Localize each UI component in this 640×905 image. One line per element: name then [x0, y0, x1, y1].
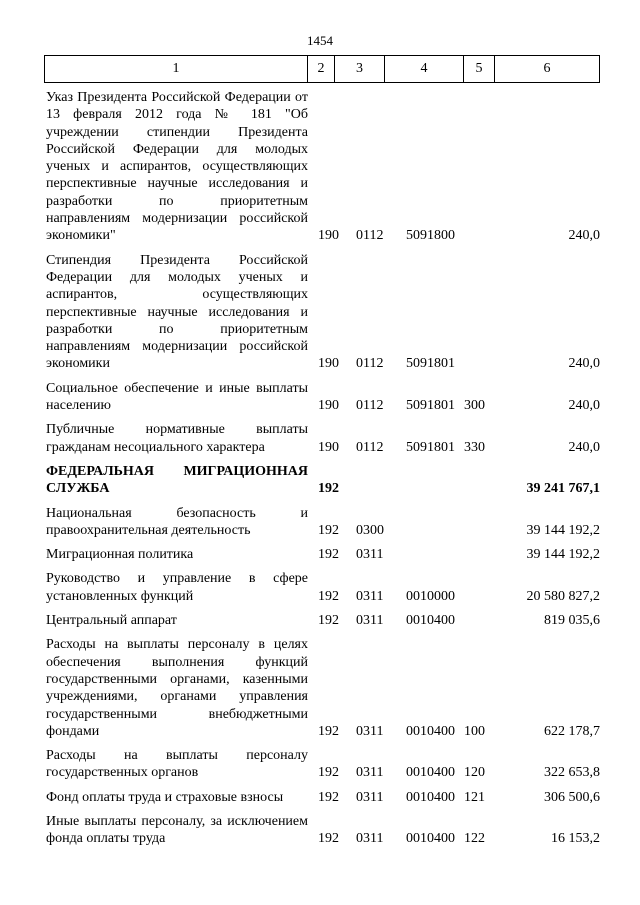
row-target-article: 5091801: [406, 398, 455, 414]
row-name: ФЕДЕРАЛЬНАЯ МИГРАЦИОННАЯ СЛУЖБА: [46, 463, 308, 497]
row-amount: 39 241 767,1: [526, 481, 600, 497]
table-row: [46, 505, 606, 540]
page-number: 1454: [307, 33, 333, 48]
row-ved-code: 192: [318, 831, 339, 847]
row-amount: 322 653,8: [544, 765, 600, 781]
row-amount: 622 178,7: [544, 723, 600, 739]
row-target-article: 0010400: [406, 613, 455, 629]
row-name: Социальное обеспечение и иные выплаты населению: [46, 380, 308, 414]
column-header-1: 1: [45, 56, 308, 83]
row-expense-type: 330: [464, 439, 485, 455]
row-section-code: 0112: [356, 398, 384, 414]
row-name: Иные выплаты персоналу, за исключением фонда оплаты труда: [46, 813, 308, 847]
column-header-5: 5: [464, 56, 495, 83]
row-ved-code: 192: [318, 547, 339, 563]
row-amount: 240,0: [568, 398, 600, 414]
row-name: Указ Президента Российской Федерации от 13 февраля 2012 года № 181 "Об учреждении стипендии Президента Российской Федерации для молодых ученых и аспирантов, осуществляющих перспективные научные исследования и разработки по приоритетным направлениям модернизации российской экономики": [46, 90, 308, 244]
row-expense-type: 300: [464, 398, 485, 414]
table-row: [46, 380, 606, 415]
row-name: Расходы на выплаты персоналу государственных органов: [46, 748, 308, 781]
table-row: [46, 612, 606, 629]
table-row: [46, 89, 606, 245]
row-expense-type: 122: [464, 831, 485, 847]
table-row: [46, 813, 606, 848]
row-target-article: 5091800: [406, 228, 455, 244]
row-amount: 16 153,2: [551, 831, 600, 847]
column-header-3: 3: [335, 56, 385, 83]
row-section-code: 0311: [356, 547, 384, 563]
row-target-article: 0010400: [406, 723, 455, 739]
row-target-article: 0010000: [406, 588, 455, 604]
row-section-code: 0112: [356, 356, 384, 372]
row-name: Миграционная политика: [46, 547, 194, 563]
row-target-article: 5091801: [406, 356, 455, 372]
column-header-6: 6: [495, 56, 600, 83]
row-name: Публичные нормативные выплаты гражданам несоциального характера: [46, 422, 308, 455]
table-row: [46, 546, 606, 563]
row-ved-code: 190: [318, 228, 339, 244]
row-name: Стипендия Президента Российской Федерации для молодых ученых и аспирантов, осуществляющих перспективные научные исследования и разработки по приоритетным направлениям модернизации российской экономики: [46, 252, 308, 372]
row-ved-code: 192: [318, 789, 339, 805]
row-section-code: 0300: [356, 522, 384, 538]
budget-table-body: [46, 89, 606, 855]
row-amount: 306 500,6: [544, 789, 600, 805]
table-row: [46, 570, 606, 605]
row-name: Руководство и управление в сфере установленных функций: [46, 571, 308, 604]
row-name: Расходы на выплаты персоналу в целях обеспечения выполнения функций государственными органами, казенными учреждениями, органами управления государственными внебюджетными фондами: [46, 637, 308, 739]
row-section-code: 0311: [356, 789, 384, 805]
table-row: [46, 789, 606, 806]
row-section-code: 0311: [356, 723, 384, 739]
row-amount: 240,0: [568, 356, 600, 372]
row-amount: 39 144 192,2: [526, 547, 600, 563]
row-section-code: 0311: [356, 613, 384, 629]
row-expense-type: 121: [464, 789, 485, 805]
row-expense-type: 100: [464, 723, 485, 739]
row-ved-code: 192: [318, 588, 339, 604]
row-ved-code: 190: [318, 398, 339, 414]
table-row: [46, 421, 606, 456]
row-section-code: 0112: [356, 439, 384, 455]
column-header-table: [44, 55, 600, 83]
row-ved-code: 190: [318, 356, 339, 372]
row-target-article: 5091801: [406, 439, 455, 455]
column-header-2: 2: [308, 56, 335, 83]
row-name: Центральный аппарат: [46, 613, 177, 629]
table-row: [46, 252, 606, 373]
row-ved-code: 192: [318, 481, 339, 497]
column-header-4: 4: [385, 56, 464, 83]
row-section-code: 0112: [356, 228, 384, 244]
row-target-article: 0010400: [406, 789, 455, 805]
row-expense-type: 120: [464, 765, 485, 781]
table-row: [46, 747, 606, 782]
table-row: [46, 636, 606, 740]
row-amount: 240,0: [568, 228, 600, 244]
row-target-article: 0010400: [406, 831, 455, 847]
row-ved-code: 190: [318, 439, 339, 455]
row-amount: 20 580 827,2: [526, 588, 600, 604]
row-amount: 240,0: [568, 439, 600, 455]
row-amount: 819 035,6: [544, 613, 600, 629]
row-section-code: 0311: [356, 831, 384, 847]
row-amount: 39 144 192,2: [526, 522, 600, 538]
row-section-code: 0311: [356, 765, 384, 781]
row-ved-code: 192: [318, 723, 339, 739]
row-ved-code: 192: [318, 765, 339, 781]
row-section-code: 0311: [356, 588, 384, 604]
table-row: [46, 463, 606, 498]
row-ved-code: 192: [318, 522, 339, 538]
row-target-article: 0010400: [406, 765, 455, 781]
row-name: Национальная безопасность и правоохранительная деятельность: [46, 505, 308, 538]
row-ved-code: 192: [318, 613, 339, 629]
row-name: Фонд оплаты труда и страховые взносы: [46, 789, 284, 805]
